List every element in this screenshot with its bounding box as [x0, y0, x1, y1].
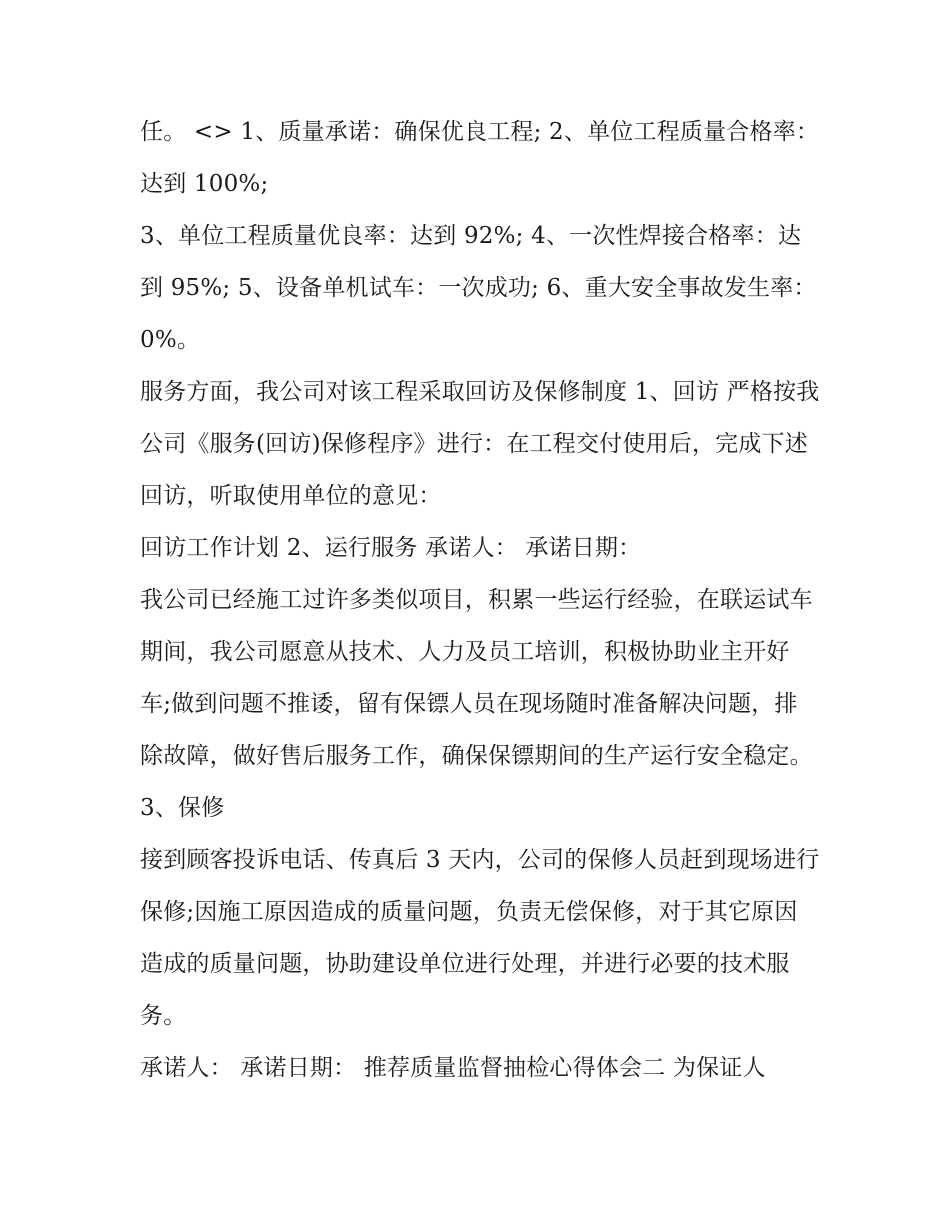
paragraph-warranty-detail: 接到顾客投诉电话、传真后 3 天内，公司的保修人员赶到现场进行保修;因施工原因造成的质量问题，负责无偿保修，对于其它原因造成的质量问题，协助建设单位进行处理，并进行必要的技术服务。 [140, 847, 820, 1029]
paragraph-warranty-heading: 3、保修 [140, 795, 225, 821]
paragraph-signature: 承诺人： 承诺日期： 推荐质量监督抽检心得体会二 为保证人 [140, 1055, 766, 1081]
paragraph-service-revisit: 服务方面，我公司对该工程采取回访及保修制度 1、回访 严格按我公司《服务(回访)保修程序》进行：在工程交付使用后，完成下述回访，听取使用单位的意见： [140, 379, 820, 509]
paragraph-operation-service: 我公司已经施工过许多类似项目，积累一些运行经验，在联运试车期间，我公司愿意从技术、人力及员工培训，积极协助业主开好车;做到问题不推诿，留有保镖人员在现场随时准备解决问题，排除故障，做好售后服务工作，确保保镖期间的生产运行安全稳定。 [140, 587, 813, 769]
paragraph-revisit-plan: 回访工作计划 2、运行服务 承诺人： 承诺日期： [140, 535, 642, 561]
document-body [140, 106, 820, 1094]
paragraph-quality-commitment: 任。 <> 1、质量承诺：确保优良工程; 2、单位工程质量合格率：达到 100%; [140, 119, 820, 197]
paragraph-quality-rates: 3、单位工程质量优良率：达到 92%; 4、一次性焊接合格率：达到 95%; 5、设备单机试车：一次成功; 6、重大安全事故发生率：0%。 [140, 223, 817, 353]
